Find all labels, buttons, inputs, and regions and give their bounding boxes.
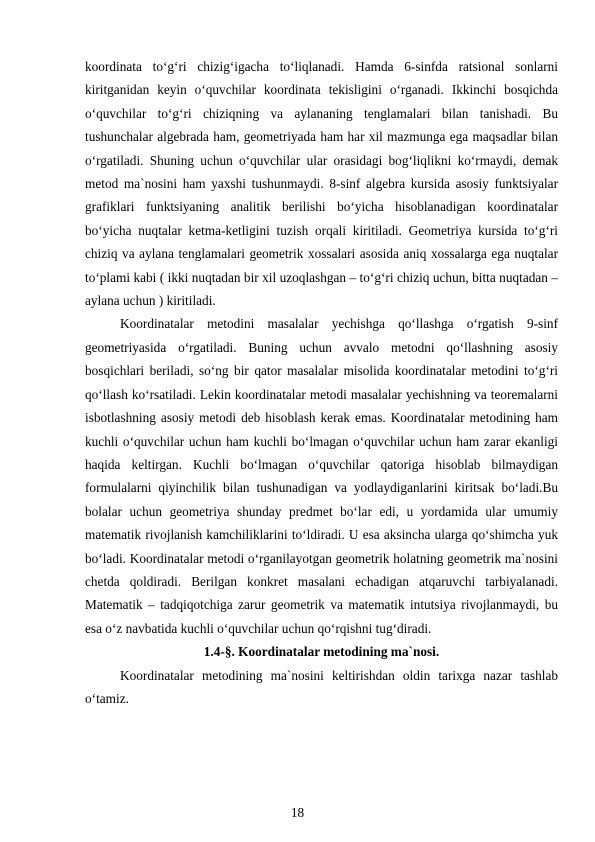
document-page — [85, 55, 558, 710]
section-heading: 1.4-§. Koordinatalar metodining ma`nosi. — [203, 644, 440, 660]
page-number: 18 — [290, 805, 305, 820]
paragraph-2: Koordinatalar metodini masalalar yechishga qo‘llashga o‘rgatish 9-sinf geometriyasida o‘rgatiladi. Buning uchun avvalo metodni qo‘llashning asosiy bosqichlari beriladi, so‘ng bir qator masalalar misolida koordinatalar metodini to‘g‘ri qo‘llash ko‘rsatiladi. Lekin koordinatalar metodi masalalar yechishning va teoremalarni isbotlashning asosiy metodi deb hisoblash kerak emas. Koordinatalar metodining ham kuchli o‘quvchilar uchun ham kuchli bo‘lmagan o‘quvchilar uchun ham zarar ekanligi haqida keltirgan. Kuchli bo‘lmagan o‘quvchilar qatoriga hisoblab bilmaydigan formulalarni qiyinchilik bilan tushunadigan va yodlaydiganlarini kiritsak bo‘ladi.Bu bolalar uchun geometriya shunday predmet bo‘lar edi, u yordamida ular umumiy matematik rivojlanish kamchiliklarini to‘ldiradi. U esa aksincha ularga qo‘shimcha yuk bo‘ladi. Koordinatalar metodi o‘rganilayotgan geometrik holatning geometrik ma`nosini chetda qoldiradi. Berilgan konkret masalani echadigan atqaruvchi tarbiyalanadi. Matematik – tadqiqotchiga zarur geometrik va matematik intutsiya rivojlanmaydi, bu esa o‘z navbatida kuchli o‘quvchilar uchun qo‘rqishni tug‘diradi. — [85, 316, 558, 636]
paragraph-3: Koordinatalar metodining ma`nosini keltirishdan oldin tarixga nazar tashlab o‘tamiz. — [85, 667, 558, 706]
paragraph-1: koordinata to‘g‘ri chizig‘igacha to‘liqlanadi. Hamda 6-sinfda ratsional sonlarni kiritganidan keyin o‘quvchilar koordinata tekisligini o‘rganadi. Ikkinchi bosqichda o‘quvchilar to‘g‘ri chiziqning va aylananing tenglamalari bilan tanishadi. Bu tushunchalar algebrada ham, geometriyada ham har xil mazmunga ega maqsadlar bilan o‘rgatiladi. Shuning uchun o‘quvchilar ular orasidagi bog‘liqlikni ko‘rmaydi, demak metod ma`nosini ham yaxshi tushunmaydi. 8-sinf algebra kursida asosiy funktsiyalar grafiklari funktsiyaning analitik berilishi bo‘yicha hisoblanadigan koordinatalar bo‘yicha nuqtalar ketma-ketligini tuzish orqali kiritiladi. Geometriya kursida to‘g‘ri chiziq va aylana tenglamalari geometrik xossalari asosida aniq xossalarga ega nuqtalar to‘plami kabi ( ikki nuqtadan bir xil uzoqlashgan – to‘g‘ri chiziq uchun, bitta nuqtadan – aylana uchun ) kiritiladi. — [85, 59, 558, 309]
